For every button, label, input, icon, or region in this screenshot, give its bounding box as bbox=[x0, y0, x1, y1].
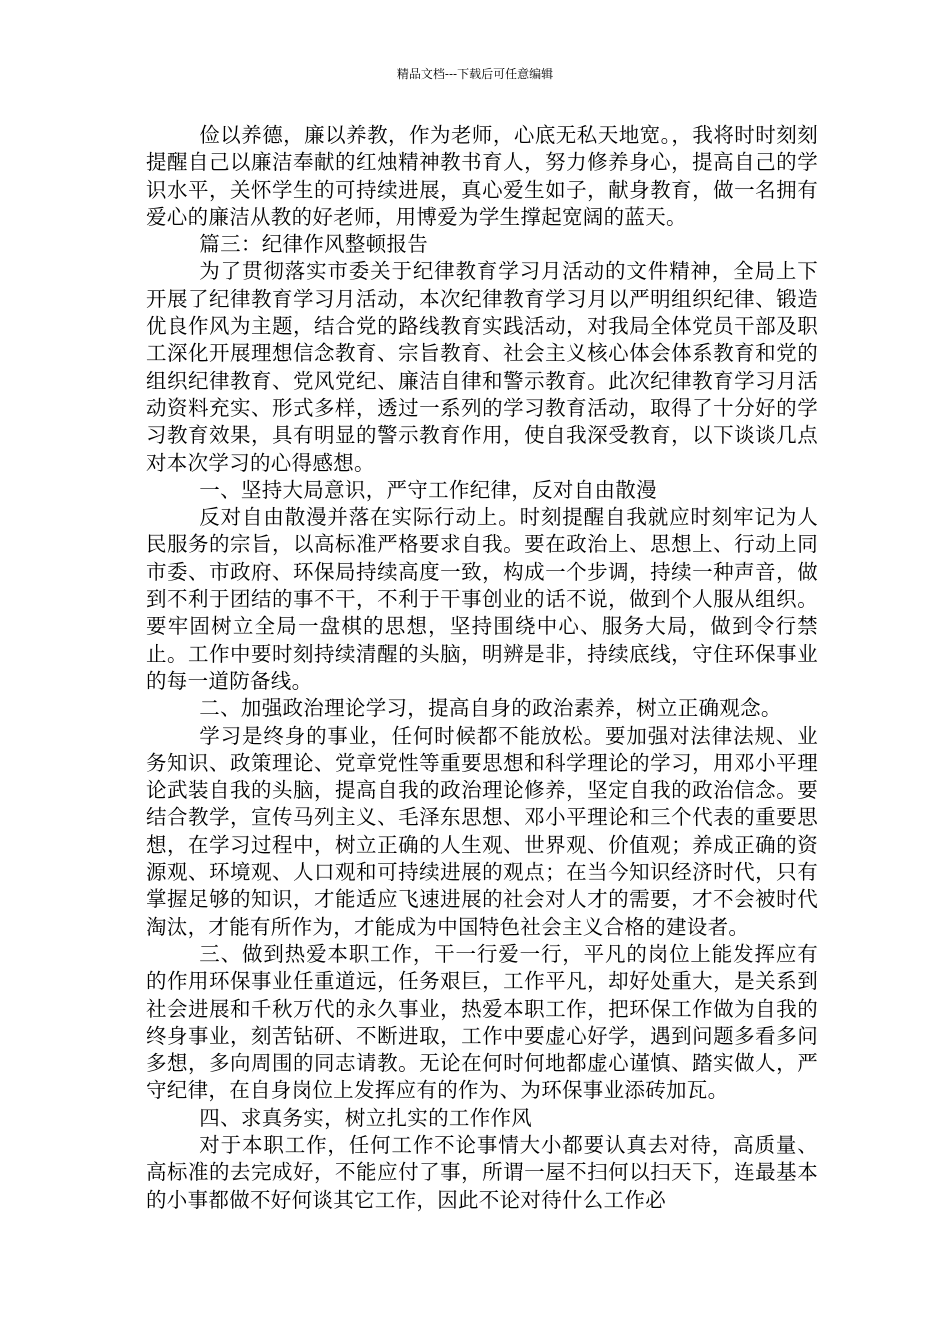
page-header: 精品文档---下载后可任意编辑 bbox=[396, 67, 554, 81]
paragraph: 反对自由散漫并落在实际行动上。时刻提醒自我就应时刻牢记为人民服务的宗旨，以高标准严格要求自我。要在政治上、思想上、行动上同市委、市政府、环保局持续高度一致，构成一个步调，持续一种声音，做到不利于团结的事不干，不利于干事创业的话不说，做到个人服从组织。要牢固树立全局一盘棋的思想，坚持围绕中心、服务大局，做到令行禁止。工作中要时刻持续清醒的头脑，明辨是非，持续底线，守住环保事业的每一道防备线。 bbox=[146, 505, 818, 693]
paragraph: 对于本职工作，任何工作不论事情大小都要认真去对待，高质量、高标准的去完成好，不能应付了事，所谓一屋不扫何以扫天下，连最基本的小事都做不好何谈其它工作，因此不论对待什么工作必 bbox=[146, 1132, 818, 1212]
paragraph: 学习是终身的事业，任何时候都不能放松。要加强对法律法规、业务知识、政策理论、党章党性等重要思想和科学理论的学习，用邓小平理论武装自我的头脑，提高自我的政治理论修养，坚定自我的政治信念。要结合教学，宣传马列主义、毛泽东思想、邓小平理论和三个代表的重要思想，在学习过程中，树立正确的人生观、世界观、价值观；养成正确的资源观、环境观、人口观和可持续进展的观点；在当今知识经济时代，只有掌握足够的知识，才能适应飞速进展的社会对人才的需要，才不会被时代淘汰，才能有所作为，才能成为中国特色社会主义合格的建设者。 bbox=[146, 723, 818, 939]
section-heading: 一、坚持大局意识，严守工作纪律，反对自由散漫 bbox=[199, 477, 657, 502]
section-heading: 篇三：纪律作风整顿报告 bbox=[199, 232, 429, 257]
document-body bbox=[146, 122, 818, 1214]
paragraph: 三、做到热爱本职工作，干一行爱一行，平凡的岗位上能发挥应有的作用环保事业任重道远，任务艰巨，工作平凡，却好处重大，是关系到社会进展和千秋万代的永久事业，热爱本职工作，把环保工作做为自我的终身事业，刻苦钻研、不断进取，工作中要虚心好学，遇到问题多看多问多想，多向周围的同志请教。无论在何时何地都虚心谨慎、踏实做人，严守纪律，在自身岗位上发挥应有的作为、为环保事业添砖加瓦。 bbox=[146, 941, 818, 1103]
section-heading: 四、求真务实，树立扎实的工作作风 bbox=[199, 1105, 533, 1130]
paragraph: 俭以养德，廉以养教，作为老师，心底无私天地宽。，我将时时刻刻提醒自己以廉洁奉献的红烛精神教书育人，努力修养身心，提高自己的学识水平，关怀学生的可持续进展，真心爱生如子，献身教育，做一名拥有爱心的廉洁从教的好老师，用博爱为学生撑起宽阔的蓝天。 bbox=[146, 123, 818, 229]
paragraph: 为了贯彻落实市委关于纪律教育学习月活动的文件精神，全局上下开展了纪律教育学习月活动，本次纪律教育学习月以严明组织纪律、锻造优良作风为主题，结合党的路线教育实践活动，对我局全体党员干部及职工深化开展理想信念教育、宗旨教育、社会主义核心体会体系教育和党的组织纪律教育、党风党纪、廉洁自律和警示教育。此次纪律教育学习月活动资料充实、形式多样，透过一系列的学习教育活动，取得了十分好的学习教育效果，具有明显的警示教育作用，使自我深受教育，以下谈谈几点对本次学习的心得感想。 bbox=[146, 259, 818, 475]
section-heading: 二、加强政治理论学习，提高自身的政治素养，树立正确观念。 bbox=[199, 696, 782, 721]
